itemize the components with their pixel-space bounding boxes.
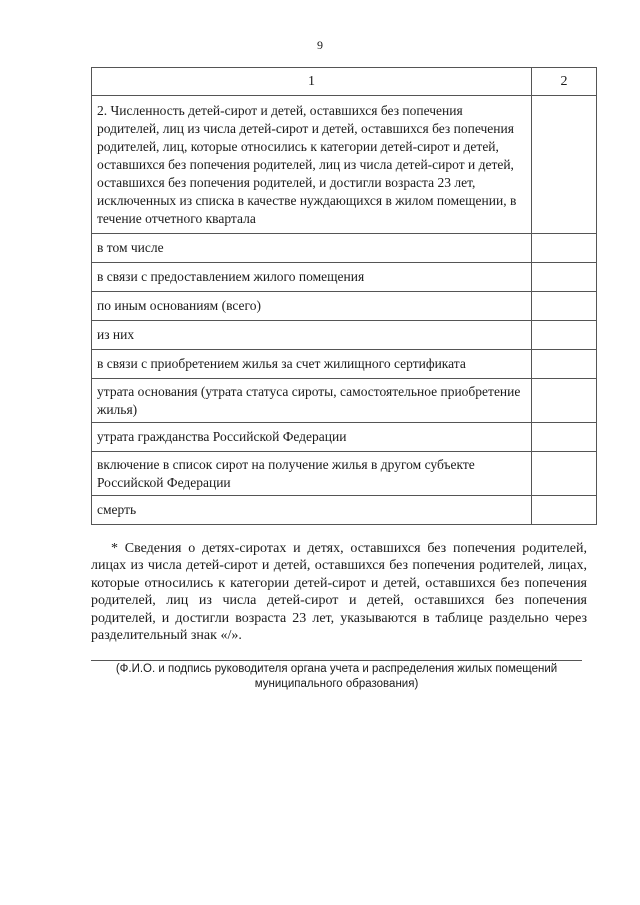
table-row	[92, 350, 597, 379]
row-label: утрата гражданства Российской Федерации	[92, 423, 532, 452]
row-value-cell	[532, 234, 597, 263]
row-value-cell	[532, 379, 597, 423]
column-header-2: 2	[532, 68, 597, 96]
row-label: в связи с предоставлением жилого помещения	[92, 263, 532, 292]
row-label: по иным основаниям (всего)	[92, 292, 532, 321]
row-value-cell	[532, 96, 597, 234]
row-value-cell	[532, 350, 597, 379]
page-number: 9	[317, 38, 323, 52]
row-label: смерть	[92, 496, 532, 525]
report-table	[91, 67, 597, 525]
table-row	[92, 496, 597, 525]
signature-caption-line-2: муниципального образования)	[254, 678, 419, 690]
table-row	[92, 234, 597, 263]
row-label: в том числе	[92, 234, 532, 263]
row-label: включение в список сирот на получение жилья в другом субъекте Российской Федерации	[92, 452, 532, 496]
table-row	[92, 292, 597, 321]
row-label: в связи с приобретением жилья за счет жилищного сертификата	[92, 350, 532, 379]
row-value-cell	[532, 292, 597, 321]
table-row	[92, 379, 597, 423]
signature-caption	[91, 662, 582, 692]
column-header-1: 1	[92, 68, 532, 96]
table-row	[92, 321, 597, 350]
signature-caption-line-1: (Ф.И.О. и подпись руководителя органа учета и распределения жилых помещений	[115, 663, 558, 675]
row-value-cell	[532, 452, 597, 496]
table-header-row	[92, 68, 597, 96]
row-value-cell	[532, 321, 597, 350]
footnote-text: * Сведения о детях-сиротах и детях, оставшихся без попечения родителей, лицах из числа детей-сирот и детей, оставшихся без попечения родителей, лицах, которые относились к категории детей-сирот и детей, оставшихся без попечения родителей, лиц из числа детей-сирот и детей, оставшихся без попечения родителей, и достигли возраста 23 лет, указываются в таблице раздельно через разделительный знак «/».	[91, 541, 587, 644]
row-label: утрата основания (утрата статуса сироты, самостоятельное приобретение жилья)	[92, 379, 532, 423]
table-row	[92, 96, 597, 234]
row-label: из них	[92, 321, 532, 350]
signature-line	[91, 660, 582, 661]
row-label: 2. Численность детей-сирот и детей, оставшихся без попечения родителей, лиц из числа детей-сирот и детей, оставшихся без попечения родителей, лиц, которые относились к категории детей-сирот и детей, оставшихся без попечения родителей, лиц из числа детей-сирот и детей, оставшихся без попечения родителей, и достигли возраста 23 лет, исключенных из списка в качестве нуждающихся в жилом помещении, в течение отчетного квартала	[92, 96, 532, 234]
row-value-cell	[532, 263, 597, 292]
table-row	[92, 423, 597, 452]
table-row	[92, 452, 597, 496]
table-row	[92, 263, 597, 292]
row-value-cell	[532, 423, 597, 452]
row-value-cell	[532, 496, 597, 525]
